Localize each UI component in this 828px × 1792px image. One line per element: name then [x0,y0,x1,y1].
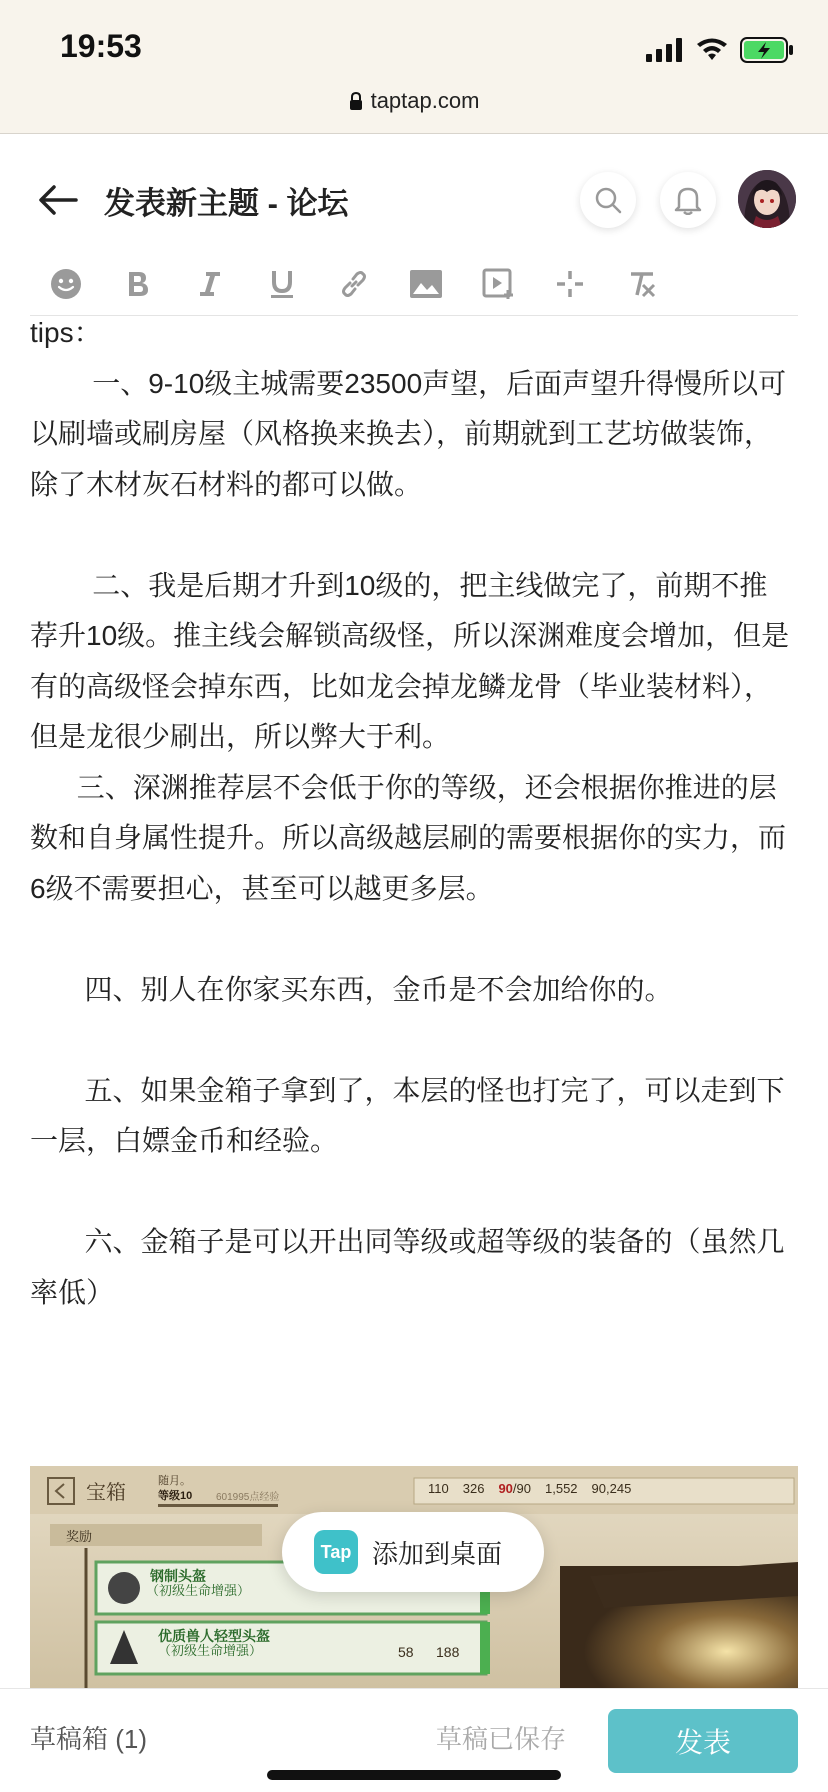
reward-label: 奖励 [66,1529,93,1544]
bold-icon [126,270,150,298]
video-icon [482,268,514,300]
editor-toolbar [30,252,798,316]
top-nav [0,134,828,264]
blank-line [30,510,790,561]
paragraph-3: 三、深渊推荐层不会低于你的等级，还会根据你推进的层数和自身属性提升。所以高级越层刷的需要根据你的实力，而6级不需要担心，甚至可以越更多层。 [30,771,787,904]
drafts-button[interactable]: 草稿箱 (1) [30,1724,148,1754]
bell-icon [674,185,702,215]
italic-button[interactable] [174,258,246,310]
signal-icon [646,38,684,62]
search-button[interactable] [580,172,636,228]
gold-stat: 90,245 [591,1481,632,1496]
paragraph-2: 二、我是后期才升到10级的，把主线做完了，前期不推荐升10级。推主线会解锁高级怪，所以深渊难度会增加，但是有的高级怪会掉东西，比如龙会掉龙鳞龙骨（毕业装材料），但是龙很少刷出，所以弊大于利。 [30,569,790,752]
page-title: 发表新主题 - 论坛 [104,186,349,221]
game-player-name: 随月。 [158,1475,191,1487]
game-item-2-hp: 188 [436,1644,460,1660]
divider-icon [555,269,585,299]
italic-icon [198,270,222,298]
home-indicator [267,1770,561,1780]
lock-icon [349,92,363,110]
paragraph-tips: tips： [30,317,102,348]
defense-stat: 326 [462,1481,485,1496]
underline-icon [269,269,295,299]
game-item-1-name: 钢制头盔 [150,1568,206,1584]
game-tab-label: 宝箱 [86,1482,126,1504]
game-item-2-name: 优质兽人轻型头盔 [158,1628,270,1644]
bold-button[interactable] [102,258,174,310]
underline-button[interactable] [246,258,318,310]
avatar-image [738,170,796,228]
emoji-icon [50,268,82,300]
link-button[interactable] [318,258,390,310]
image-button[interactable] [390,258,462,310]
battery-icon [740,37,794,63]
clear-format-icon [627,269,657,299]
paragraph-5: 五、如果金箱子拿到了，本层的怪也打完了，可以走到下一层，白嫖金币和经验。 [30,1074,785,1156]
back-arrow-icon[interactable] [36,178,80,222]
draft-saved-status: 草稿已保存 [436,1724,567,1754]
game-stats [428,1481,631,1496]
image-icon [409,269,443,299]
game-item-2-sub: （初级生命增强） [158,1643,263,1658]
blank-line [30,914,790,965]
emoji-button[interactable] [30,258,102,310]
toast-label: 添加到桌面 [372,1538,503,1569]
game-exp: 601995点经验 [216,1492,280,1503]
blank-line [30,1015,790,1066]
wifi-icon [696,38,728,62]
link-icon [339,269,369,299]
system-icons [646,34,794,66]
divider-button[interactable] [534,258,606,310]
blank-line [30,1167,790,1218]
game-level: 等级10 [158,1490,193,1502]
clock: 19:53 [60,28,142,64]
video-button[interactable] [462,258,534,310]
game-item-2-def: 58 [398,1644,414,1660]
post-body-editor[interactable] [30,308,790,1318]
search-icon [594,186,622,214]
publish-button[interactable]: 发表 [608,1709,798,1773]
url-text: taptap.com [370,88,480,113]
paragraph-1: 一、9-10级主城需要23500声望，后面声望升得慢所以可以刷墙或刷房屋（风格换来换去），前期就到工艺坊做装饰，除了木材灰石材料的都可以做。 [30,367,787,500]
attack-stat: 110 [428,1481,449,1496]
add-to-home-toast[interactable] [282,1512,544,1592]
notification-button[interactable] [660,172,716,228]
game-item-1-sub: （初级生命增强） [146,1583,251,1598]
paragraph-6: 六、金箱子是可以开出同等级或超等级的装备的（虽然几率低） [30,1226,785,1308]
bag-stat: 90/90 [498,1481,531,1496]
paragraph-4: 四、别人在你家买东西，金币是不会加给你的。 [30,973,673,1005]
status-bar [0,0,828,134]
taptap-logo-icon: Tap [314,1530,358,1574]
green-currency-stat: 1,552 [545,1481,578,1496]
clear-format-button[interactable] [606,258,678,310]
avatar[interactable] [738,170,796,228]
url-bar[interactable] [0,88,828,114]
